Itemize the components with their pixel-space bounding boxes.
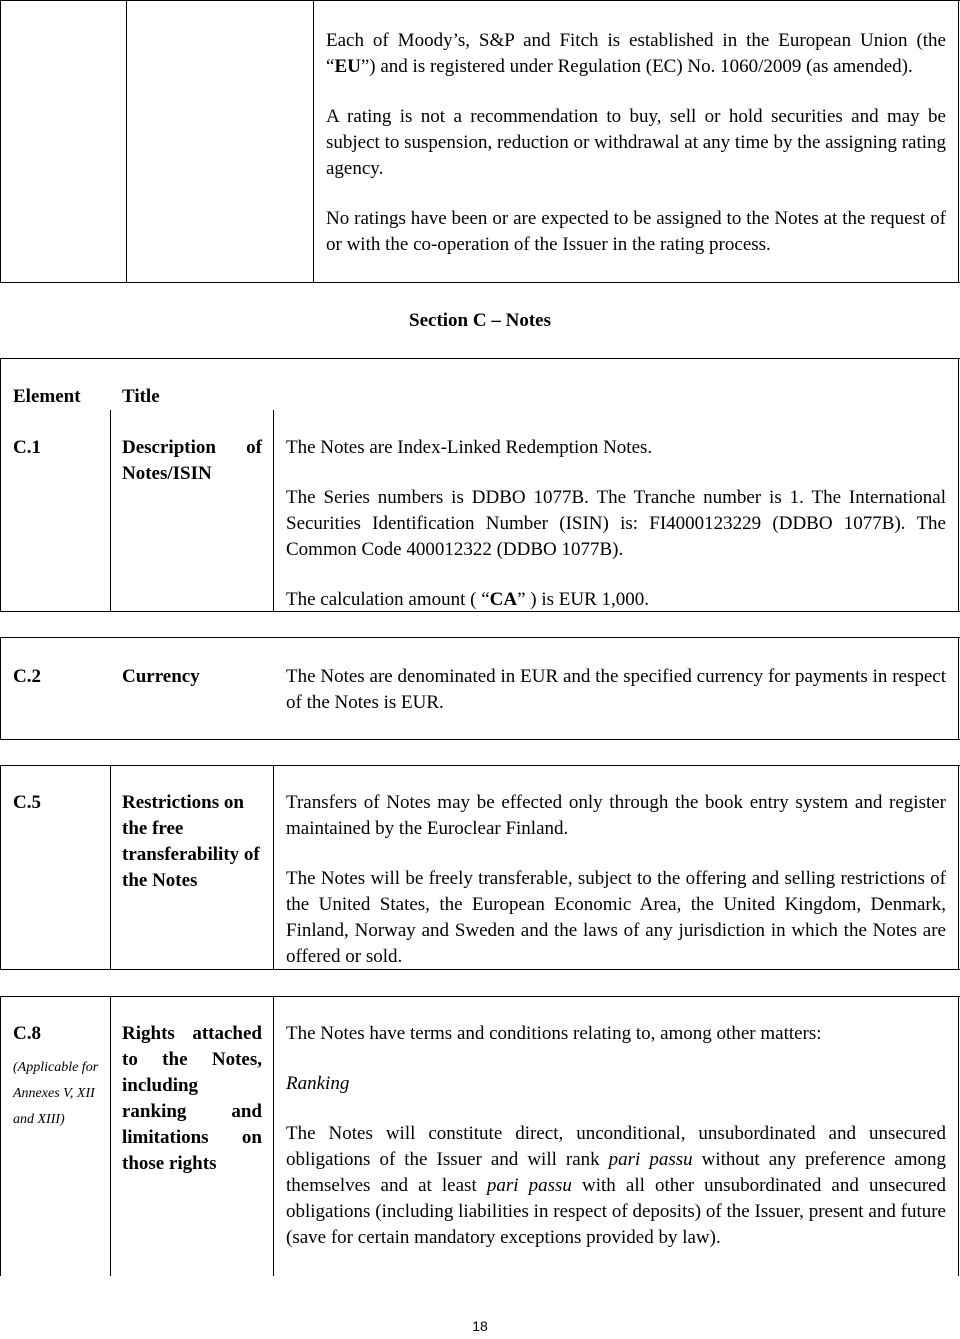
c8-left-border bbox=[0, 996, 1, 1276]
c1-element: C.1 bbox=[13, 437, 41, 458]
section-heading: Section C – Notes bbox=[409, 310, 551, 331]
c2-row-top-border bbox=[0, 637, 960, 638]
c8-row-top-border bbox=[0, 996, 960, 997]
top-table-col-divider-1 bbox=[0, 0, 1, 282]
header-element: Element bbox=[13, 386, 81, 407]
c1-notes-type: The Notes are Index-Linked Redemption Notes. bbox=[286, 437, 653, 458]
c8-right-border bbox=[958, 996, 959, 1276]
top-table-col-divider-2 bbox=[126, 0, 127, 282]
c2-left-border bbox=[0, 637, 1, 739]
c2-element: C.2 bbox=[13, 666, 41, 687]
c5-restrictions-paragraph: The Notes will be freely transferable, subject to the offering and selling restrictions of the United States, the European Economic Area, the United Kingdom, Denmark, Finland, Norway and Sweden and the laws of any jurisdiction in which the Notes are offered or sold. bbox=[286, 868, 946, 967]
c8-ranking-heading: Ranking bbox=[286, 1073, 350, 1094]
top-table-col-divider-3 bbox=[313, 0, 314, 282]
c1-right-border bbox=[958, 358, 959, 611]
c8-col-divider-1 bbox=[110, 996, 111, 1276]
c1-content bbox=[286, 435, 946, 613]
c5-title: Restrictions on the free transferability of the Notes bbox=[122, 792, 260, 891]
c8-intro: The Notes have terms and conditions relating to, among other matters: bbox=[286, 1023, 822, 1044]
c5-left-border bbox=[0, 765, 1, 969]
c1-left-border bbox=[0, 358, 1, 611]
c1-col-divider-2 bbox=[273, 410, 274, 611]
rating-disclaimer-paragraph: A rating is not a recommendation to buy, sell or hold securities and may be subject to suspension, reduction or withdrawal at any time by the assigning rating agency. bbox=[326, 106, 947, 179]
c5-element: C.5 bbox=[13, 792, 41, 813]
no-ratings-paragraph: No ratings have been or are expected to be assigned to the Notes at the request of or with the co-operation of the Issuer in the rating process. bbox=[326, 208, 946, 255]
c1-title: Description of Notes/ISIN bbox=[122, 437, 262, 484]
top-table-bottom-border bbox=[0, 282, 960, 283]
c2-content: The Notes are denominated in EUR and the specified currency for payments in respect of the Notes is EUR. bbox=[286, 666, 946, 713]
c8-applicable-note: (Applicable for Annexes V, XII and XIII) bbox=[13, 1060, 99, 1127]
c2-row-bottom-border bbox=[0, 739, 960, 740]
c2-title: Currency bbox=[122, 666, 200, 687]
top-table-top-border bbox=[0, 0, 960, 1]
c5-right-border bbox=[958, 765, 959, 969]
c8-ranking-paragraph: The Notes will constitute direct, unconditional, unsubordinated and unsecured obligations of the Issuer and will rank pari passu without any preference among themselves and at least pari passu with all other unsubordinated and unsecured obligations (including liabilities in respect of deposits) of the Issuer, present and future (save for certain mandatory exceptions provided by law). bbox=[286, 1123, 946, 1248]
c1-calculation-amount: The calculation amount ( “CA” ) is EUR 1,000. bbox=[286, 589, 650, 610]
top-cell-content bbox=[326, 28, 946, 258]
c2-right-border bbox=[958, 637, 959, 739]
page-number: 18 bbox=[472, 1318, 488, 1334]
c5-content bbox=[286, 790, 946, 970]
c5-col-divider-1 bbox=[110, 765, 111, 969]
c8-col-divider-2 bbox=[273, 996, 274, 1276]
c8-content bbox=[286, 1021, 946, 1251]
c5-transfers-paragraph: Transfers of Notes may be effected only through the book entry system and register maintained by the Euroclear Finland. bbox=[286, 792, 946, 839]
top-table-col-divider-4 bbox=[958, 0, 959, 282]
moodys-sp-fitch-paragraph: Each of Moody’s, S&P and Fitch is established in the European Union (the “EU”) and is registered under Regulation (EC) No. 1060/2009 (as amended). bbox=[326, 30, 946, 77]
c1-col-divider-1 bbox=[110, 410, 111, 611]
section-table-top-border bbox=[0, 358, 960, 359]
c1-series-isin: The Series numbers is DDBO 1077B. The Tranche number is 1. The International Securities Identification Number (ISIN) is: FI4000123229 (DDBO 1077B). The Common Code 400012322 (DDBO 1077B). bbox=[286, 487, 946, 560]
c8-element: C.8 bbox=[13, 1023, 41, 1044]
c5-col-divider-2 bbox=[273, 765, 274, 969]
c5-row-top-border bbox=[0, 765, 960, 766]
header-title: Title bbox=[122, 386, 160, 407]
c8-title: Rights attached to the Notes, including ranking and limitations on those rights bbox=[122, 1023, 262, 1174]
c8-element-cell bbox=[13, 1021, 105, 1133]
